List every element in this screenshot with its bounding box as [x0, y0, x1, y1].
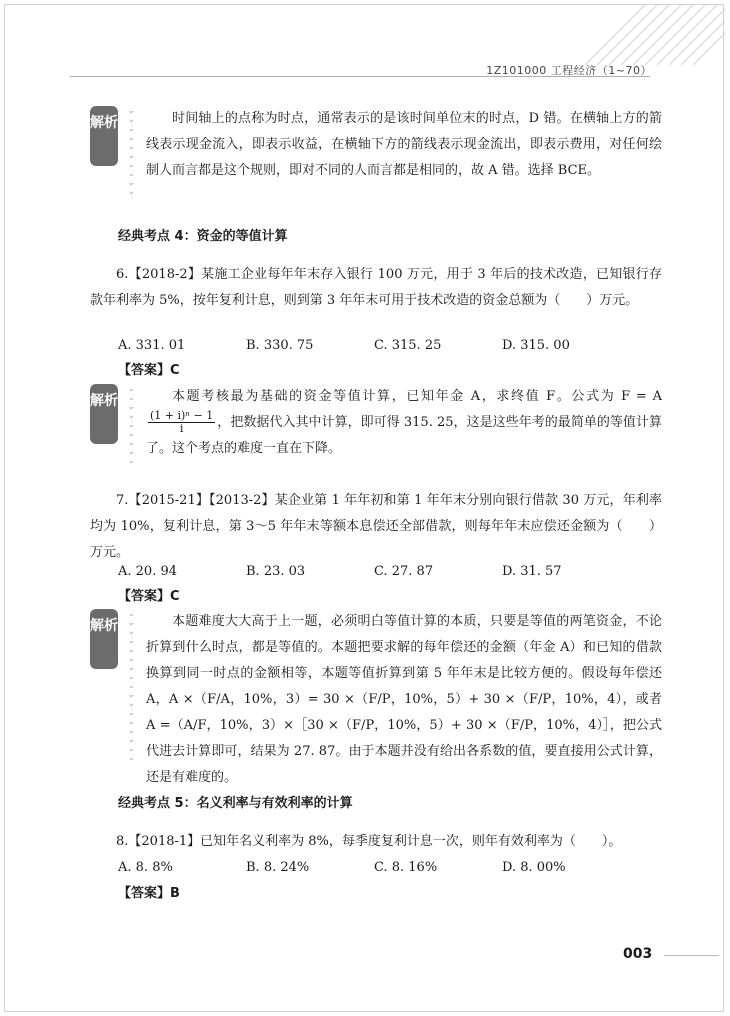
- option-b: B. 330. 75: [246, 338, 314, 353]
- question-8-stem: 8.【2018-1】已知年名义利率为 8%，每季度复利计息一次，则年有效利率为（ ）。: [116, 834, 622, 849]
- page-number-rule: [664, 955, 719, 956]
- question-8-options: [118, 860, 638, 875]
- option-a: A. 8. 8%: [118, 860, 173, 875]
- question-6-options: [118, 338, 638, 353]
- option-b: B. 23. 03: [246, 564, 306, 579]
- analysis-text: 时间轴上的点称为时点，通常表示的是该时间单位末的时点，D 错。在横轴上方的箭线表示现金流入，即表示收益，在横轴下方的箭线表示现金流出，即表示费用，对任何绘制人而言都是这个规则，即对不同的人而言都是相同的，故 A 错。选择 BCE。: [146, 111, 662, 178]
- question-6-stem: 6.【2018-2】某施工企业每年年末存入银行 100 万元，用于 3 年后的技术改造，已知银行存款年利率为 5%，按年复利计息，则到第 3 年年末可用于技术改造的资金总额为（ ）万元。: [90, 267, 662, 308]
- question-6-answer: 【答案】C: [118, 363, 180, 378]
- chevron-divider: ⌄ ⌄ ⌄ ⌄ ⌄ ⌄ ⌄ ⌄ ⌄: [128, 384, 135, 465]
- analysis-block-1: [90, 106, 662, 202]
- analysis-text: 本题难度大大高于上一题，必须明白等值计算的本质，只要是等值的两笔资金，不论折算到什么时点，都是等值的。本题把要求解的每年偿还的金额（年金 A）和已知的借款换算到同一时点的金额相等，本题等值折算到第 5 年年末是比较方便的。假设每年偿还 A，A ×（F/A，10%，3）= 30 ×（F/P，10%，5）+ 30 ×（F/P，10%，4），或者 A =（A/F，10%，3）×［30 ×（F/P，10%，5）+ 30 ×（F/P，10%，4）］，把公式代进去计算即可，结果为 27. 87。由于本题并没有给出各系数的值，要直接用公式计算，还是有难度的。: [146, 614, 662, 785]
- running-header: 1Z101000 工程经济（1~70）: [486, 64, 652, 77]
- section-title-5: 经典考点 5：名义利率与有效利率的计算: [118, 796, 353, 811]
- question-7-stem: 7.【2015-21】【2013-2】某企业第 1 年年初和第 1 年年末分别向银行借款 30 万元，年利率均为 10%，复利计息，第 3～5 年年末等额本息偿还全部借款，则每年年末应偿还金额为（ ）万元。: [90, 493, 662, 560]
- option-a: A. 20. 94: [118, 564, 178, 579]
- chevron-divider: ⌄ ⌄ ⌄ ⌄ ⌄ ⌄ ⌄ ⌄ ⌄ ⌄: [128, 106, 135, 196]
- chevron-divider: ⌄ ⌄ ⌄ ⌄ ⌄ ⌄ ⌄ ⌄ ⌄ ⌄ ⌄ ⌄ ⌄ ⌄ ⌄ ⌄ ⌄: [128, 609, 135, 762]
- question-7-options: [118, 564, 638, 579]
- option-d: D. 315. 00: [502, 338, 570, 353]
- analysis-text: 本题考核最为基础的资金等值计算，已知年金 A，求终值 F。公式为 F = A $\frac{\text{(1 + i)ⁿ − 1}}{i}$ ，把数据代入其中计算，即可得 315. 25，这是这些年考的最简单的等值计算了。这个考点的难度一直在下降。: [146, 389, 662, 456]
- page-number: 003: [623, 946, 653, 962]
- option-a: A. 331. 01: [118, 338, 186, 353]
- section-title-4: 经典考点 4：资金的等值计算: [118, 229, 288, 244]
- analysis-block-3: [90, 609, 662, 785]
- analysis-block-2: [90, 384, 662, 464]
- analysis-badge: 解析: [90, 384, 118, 444]
- analysis-badge: 解析: [90, 609, 118, 669]
- option-d: D. 31. 57: [502, 564, 562, 579]
- option-c: C. 315. 25: [374, 338, 442, 353]
- option-c: C. 8. 16%: [374, 860, 438, 875]
- option-b: B. 8. 24%: [246, 860, 310, 875]
- option-c: C. 27. 87: [374, 564, 434, 579]
- corner-hatch-decoration: [565, 5, 725, 65]
- question-8-answer: 【答案】B: [118, 886, 180, 901]
- annuity-formula-fraction: $\frac{\text{(1 + i)ⁿ − 1}}{i}$: [150, 409, 214, 435]
- analysis-badge: 解析: [90, 106, 118, 166]
- option-d: D. 8. 00%: [502, 860, 566, 875]
- question-7-answer: 【答案】C: [118, 589, 180, 604]
